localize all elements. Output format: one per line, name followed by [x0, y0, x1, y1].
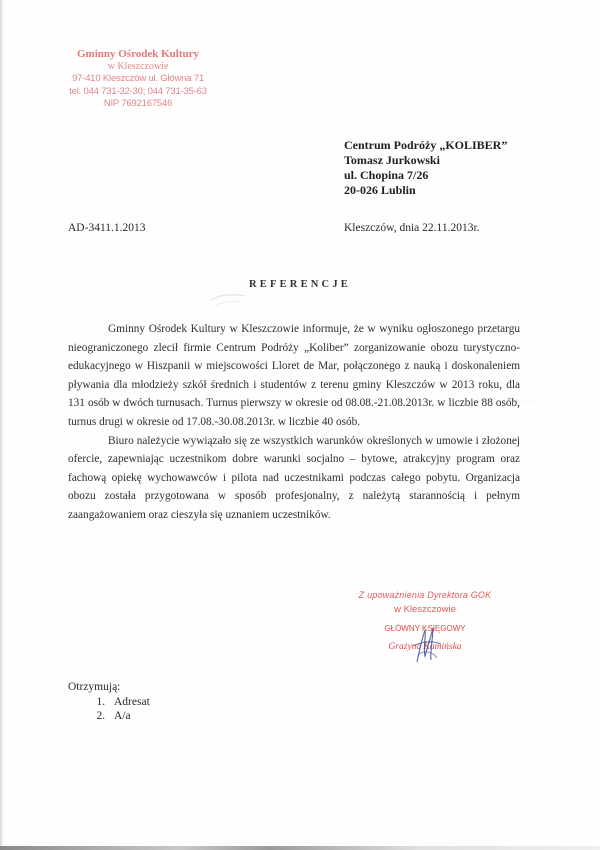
- recipient-city: 20-026 Lublin: [344, 183, 416, 197]
- letterhead-organization: Gminny Ośrodek Kultury: [76, 48, 200, 60]
- page-scan-edge-left: [0, 0, 3, 850]
- handwritten-signature-icon: [395, 624, 455, 664]
- page-scan-edge-bottom: [0, 846, 600, 850]
- signature-authorization: Z upoważnienia Dyrektora GOK: [358, 590, 492, 600]
- distribution-list: [68, 680, 150, 724]
- reference-number: AD-3411.1.2013: [68, 222, 146, 234]
- recipient-street: ul. Chopina 7/26: [344, 168, 429, 182]
- document-title: REFERENCJE: [248, 279, 351, 290]
- recipient-company: Centrum Podróży „KOLIBER”: [344, 138, 508, 152]
- body-paragraph: Biuro należycie wywiązało się ze wszystkich warunków określonych w umowie i złożonej ofercie, zapewniając uczestnikom dobre warunki socjalno – bytowe, atrakcyjny program oraz fachową opiekę wychowawców i pilota nad uczestnikami podczas całego pobytu. Organizacja obozu została przygotowana w sposób profesjonalny, z należytą starannością i pełnym zaangażowaniem oraz cieszyła się uznaniem uczestników.: [68, 434, 520, 521]
- letter-body: [68, 320, 520, 525]
- signature-name: Grażyna Kamińska: [388, 642, 462, 652]
- letterhead-address: 97-410 Kleszczów ul. Główna 71: [72, 73, 204, 84]
- signature-stamp: [355, 588, 495, 653]
- place-and-date: Kleszczów, dnia 22.11.2013r.: [344, 222, 480, 234]
- letterhead-location: w Kleszczowie: [107, 60, 169, 72]
- recipient-person: Tomasz Jurkowski: [344, 153, 440, 167]
- signature-position: GŁÓWNY KSIĘGOWY: [384, 624, 466, 633]
- signature-location: w Kleszczowie: [394, 604, 456, 615]
- distribution-item: 1. Adresat: [108, 695, 150, 710]
- letterhead-nip: NIP 7692167546: [103, 98, 173, 109]
- letterhead-stamp: [48, 48, 228, 111]
- body-paragraph: Gminny Ośrodek Kultury w Kleszczowie informuje, że w wyniku ogłoszonego przetargu nieograniczonego zlecił firmie Centrum Podróży „Koliber” zorganizowanie obozu turystyczno-edukacyjnego w Hiszpanii w miejscowości Lloret de Mar, połączonego z nauką i doskonaleniem pływania dla młodzieży szkół średnich i studentów z terenu gminy Kleszczów w 2013 roku, dla 131 osób w dwóch turnusach. Turnus pierwszy w okresie od 08.08.-21.08.2013r. w liczbie 88 osób, turnus drugi w okresie od 17.08.-30.08.2013r. w liczbie 40 osób.: [68, 323, 520, 428]
- distribution-item: 2. A/a: [108, 709, 150, 724]
- distribution-label: Otrzymują:: [68, 681, 121, 693]
- letterhead-phone: tel. 044 731-32-30; 044 731-35-63: [69, 85, 207, 97]
- recipient-address: [344, 138, 507, 198]
